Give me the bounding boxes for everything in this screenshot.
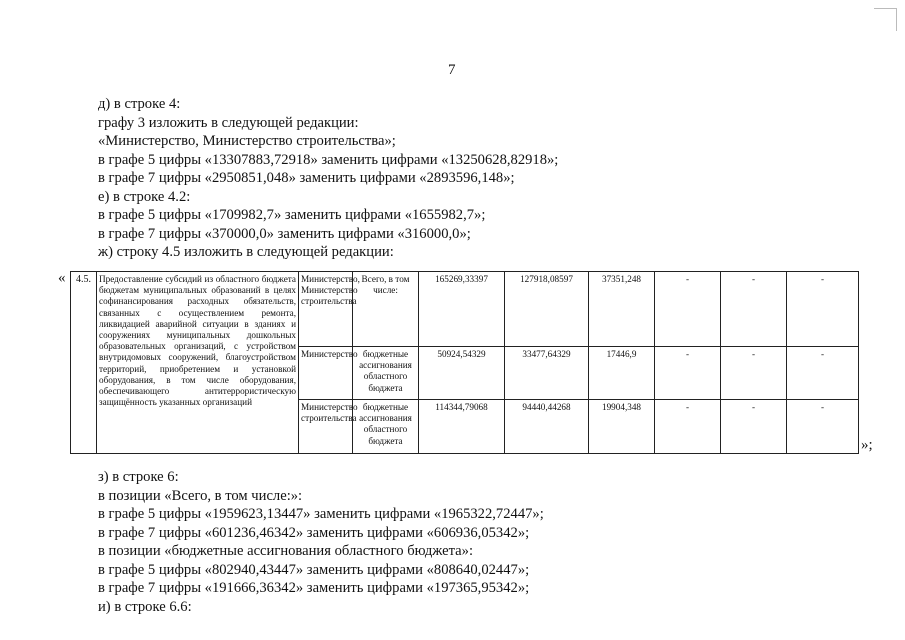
description-cell: Предоставление субсидий из областного бюджета бюджетам муниципальных образований в целях софинансирования расходных обязательств, связанных с осуществлением ремонта, ликвидацией аварийной ситуации в зданиях и сооружениях муниципальных дошкольных образовательных организаций, с устройством внутридомовых сооружений, благоустройством территорий, приобретением и установкой оборудования, в том числе оборудования, обеспечивающего антитеррористическую защищённость указанных организаций xyxy=(97,272,299,454)
source-cell: Всего, в том числе: xyxy=(353,272,419,347)
amendments-top xyxy=(98,95,558,262)
value-cell: 127918,08597 xyxy=(505,272,589,347)
value-cell: 37351,248 xyxy=(589,272,655,347)
value-cell: 17446,9 xyxy=(589,347,655,400)
source-cell: бюджетные ассигнования областного бюджета xyxy=(353,400,419,454)
value-cell: 33477,64329 xyxy=(505,347,589,400)
amendment-line: д) в строке 4: xyxy=(98,96,181,112)
amendment-line: в позиции «бюджетные ассигнования областного бюджета»: xyxy=(98,543,473,559)
empty-value-cell: - xyxy=(787,400,859,454)
empty-value-cell: - xyxy=(721,347,787,400)
amendments-bottom xyxy=(98,468,544,616)
amendment-line: и) в строке 6.6: xyxy=(98,598,192,615)
amendment-line: в графе 7 цифры «601236,46342» заменить цифрами «606936,05342»; xyxy=(98,524,530,541)
source-cell: бюджетные ассигнования областного бюджета xyxy=(353,347,419,400)
row-number-cell: 4.5. xyxy=(71,272,97,454)
amendment-line: графу 3 изложить в следующей редакции: xyxy=(98,114,359,131)
amendment-line: в графе 5 цифры «1709982,7» заменить цифрами «1655982,7»; xyxy=(98,207,486,223)
amendment-line: в графе 7 цифры «2950851,048» заменить цифрами «2893596,148»; xyxy=(98,170,515,186)
value-cell: 165269,33397 xyxy=(419,272,505,347)
value-cell: 114344,79068 xyxy=(419,400,505,454)
empty-value-cell: - xyxy=(787,347,859,400)
amendment-line: в графе 5 цифры «13307883,72918» заменить цифрами «13250628,82918»; xyxy=(98,151,559,168)
empty-value-cell: - xyxy=(787,272,859,347)
scan-corner-mark xyxy=(874,8,897,31)
empty-value-cell: - xyxy=(721,400,787,454)
amendment-line: ж) строку 4.5 изложить в следующей редакции: xyxy=(98,244,394,260)
empty-value-cell: - xyxy=(655,272,721,347)
program-row-table xyxy=(70,271,859,454)
empty-value-cell: - xyxy=(655,400,721,454)
table-row xyxy=(71,272,859,347)
executor-cell: Министерство xyxy=(299,347,353,400)
table-close-quote: »; xyxy=(861,437,873,453)
empty-value-cell: - xyxy=(721,272,787,347)
table-open-quote: « xyxy=(58,270,66,286)
page-number: 7 xyxy=(448,62,456,78)
executor-cell: Министерство строительства xyxy=(299,400,353,454)
amendment-line: в графе 7 цифры «370000,0» заменить цифрами «316000,0»; xyxy=(98,225,471,242)
executor-cell: Министерство, Министерство строительства xyxy=(299,272,353,347)
amendment-line: в графе 7 цифры «191666,36342» заменить цифрами «197365,95342»; xyxy=(98,580,530,596)
empty-value-cell: - xyxy=(655,347,721,400)
amendment-line: в позиции «Всего, в том числе:»: xyxy=(98,487,303,504)
value-cell: 94440,44268 xyxy=(505,400,589,454)
amendment-line: з) в строке 6: xyxy=(98,469,179,485)
amendment-line: в графе 5 цифры «802940,43447» заменить цифрами «808640,02447»; xyxy=(98,561,530,578)
amendment-line: е) в строке 4.2: xyxy=(98,188,191,205)
amendment-line: «Министерство, Министерство строительства»; xyxy=(98,133,396,149)
value-cell: 50924,54329 xyxy=(419,347,505,400)
amendment-line: в графе 5 цифры «1959623,13447» заменить цифрами «1965322,72447»; xyxy=(98,506,544,522)
value-cell: 19904,348 xyxy=(589,400,655,454)
